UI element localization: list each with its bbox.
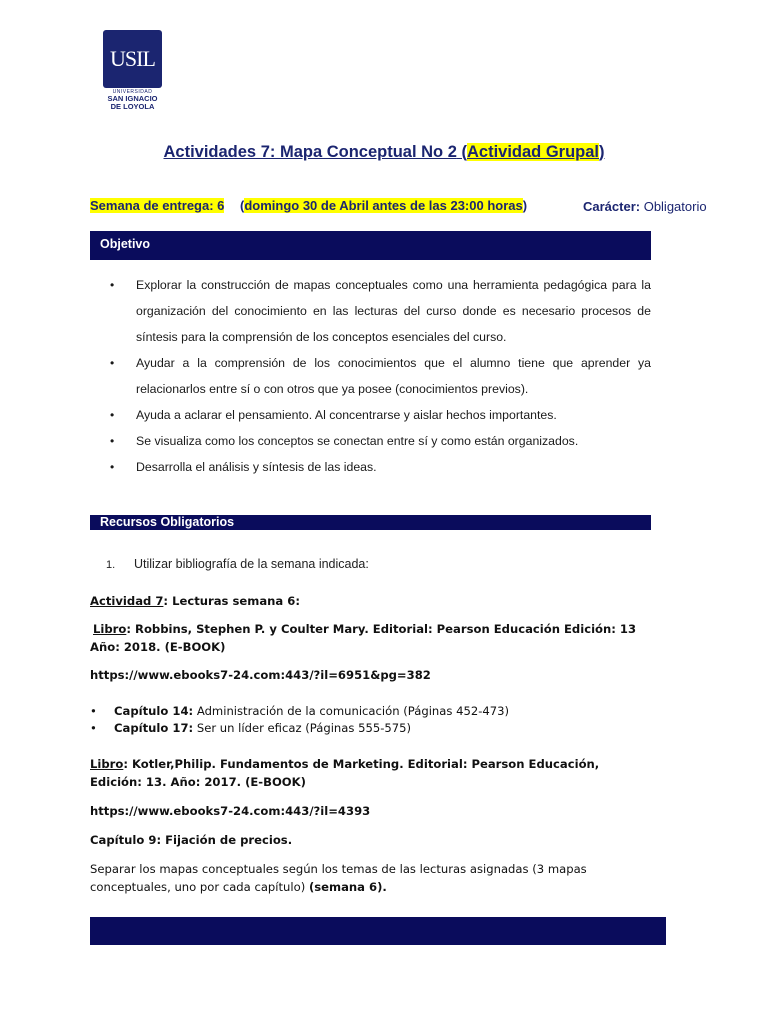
list-item xyxy=(110,402,651,428)
week-label-text: Semana de entrega: 6 xyxy=(90,198,225,213)
chapter9: Capítulo 9: Fijación de precios. xyxy=(90,833,293,847)
deadline-close-paren: ) xyxy=(522,198,528,213)
resource-item xyxy=(106,557,369,571)
chapter-text: Administración de la comunicación (Páginas 452-473) xyxy=(193,704,510,718)
bullet: • xyxy=(110,408,115,422)
chapter-label: Capítulo 14: xyxy=(114,704,194,718)
instruction-text: Separar los mapas conceptuales según los temas de las lecturas asignadas (3 mapas conceptuales, uno por cada capítulo) xyxy=(90,862,587,894)
instruction xyxy=(90,860,650,896)
book1-text: : Robbins, Stephen P. y Coulter Mary. Editorial: Pearson Educación Edición: 13 Año: 2018. (E-BOOK) xyxy=(90,622,637,654)
book1-url[interactable]: https://www.ebooks7-24.com:443/?il=6951&pg=382 xyxy=(90,668,431,682)
deadline-text: domingo 30 de Abril antes de las 23:00 horas xyxy=(244,198,523,213)
objective-text: Explorar la construcción de mapas conceptuales como una herramienta pedagógica para la organización del conocimiento en las lecturas del curso donde es necesario procesos de síntesis para la comprensión de los conceptos esenciales del curso. xyxy=(136,278,651,344)
objetivo-header: Objetivo xyxy=(90,231,651,260)
list-item xyxy=(110,454,651,480)
logo-wordmark xyxy=(96,90,169,111)
deadline-open-paren: ( xyxy=(240,198,245,213)
recursos-header: Recursos Obligatorios xyxy=(90,515,651,530)
week-label xyxy=(90,198,224,213)
book2-label: Libro xyxy=(90,757,124,771)
list-item xyxy=(90,720,650,737)
list-item xyxy=(110,428,651,454)
activity-rest: : Lecturas semana 6: xyxy=(163,594,300,608)
usil-logo xyxy=(103,30,162,88)
resource-text: Utilizar bibliografía de la semana indicada: xyxy=(134,557,369,571)
book2-text: : Kotler,Philip. Fundamentos de Marketing. Editorial: Pearson Educación, Edición: 13. Año: 2017. (E-BOOK) xyxy=(90,757,600,789)
logo-monogram: USIL xyxy=(110,46,155,71)
character-field xyxy=(583,199,707,214)
chapter-text: Ser un líder eficaz (Páginas 555-575) xyxy=(193,721,412,735)
bullet: • xyxy=(90,704,97,718)
list-item xyxy=(110,272,651,350)
list-item xyxy=(90,703,650,720)
bullet: • xyxy=(90,721,97,735)
title-highlight: Actividad Grupal xyxy=(466,143,600,161)
book1-label: Libro xyxy=(93,622,127,636)
activity-label: Actividad 7 xyxy=(90,594,164,608)
chapter-list xyxy=(90,703,650,737)
logo-line-1: UNIVERSIDAD xyxy=(112,89,153,95)
bullet: • xyxy=(110,278,115,292)
title-main: Actividades 7: Mapa Conceptual No 2 xyxy=(163,143,457,161)
bullet: • xyxy=(110,460,115,474)
deadline xyxy=(240,198,527,213)
book2-citation xyxy=(90,755,650,791)
character-value: Obligatorio xyxy=(640,199,707,214)
chapter-label: Capítulo 17: xyxy=(114,721,194,735)
objetivo-list xyxy=(110,272,651,480)
instruction-week: (semana 6). xyxy=(308,880,387,894)
list-item xyxy=(110,350,651,402)
objective-text: Ayudar a la comprensión de los conocimientos que el alumno tiene que aprender ya relacionarlos entre sí o con otros que ya posee (conocimientos previos). xyxy=(136,356,651,396)
logo-line-2: SAN IGNACIO xyxy=(107,94,158,104)
title-open-paren: ( xyxy=(456,143,467,161)
bullet: • xyxy=(110,356,115,370)
objective-text: Desarrolla el análisis y síntesis de las ideas. xyxy=(136,460,377,474)
resource-number: 1. xyxy=(106,559,116,571)
book1-citation xyxy=(90,620,650,656)
activity-line xyxy=(90,592,650,610)
footer-bar xyxy=(90,917,666,945)
page-title xyxy=(0,143,768,162)
logo-line-3: DE LOYOLA xyxy=(110,102,155,112)
bullet: • xyxy=(110,434,115,448)
objective-text: Se visualiza como los conceptos se conectan entre sí y como están organizados. xyxy=(136,434,579,448)
objective-text: Ayuda a aclarar el pensamiento. Al concentrarse y aislar hechos importantes. xyxy=(136,408,557,422)
book2-url[interactable]: https://www.ebooks7-24.com:443/?il=4393 xyxy=(90,804,371,818)
character-label: Carácter: xyxy=(583,199,641,214)
title-close-paren: ) xyxy=(599,143,605,161)
